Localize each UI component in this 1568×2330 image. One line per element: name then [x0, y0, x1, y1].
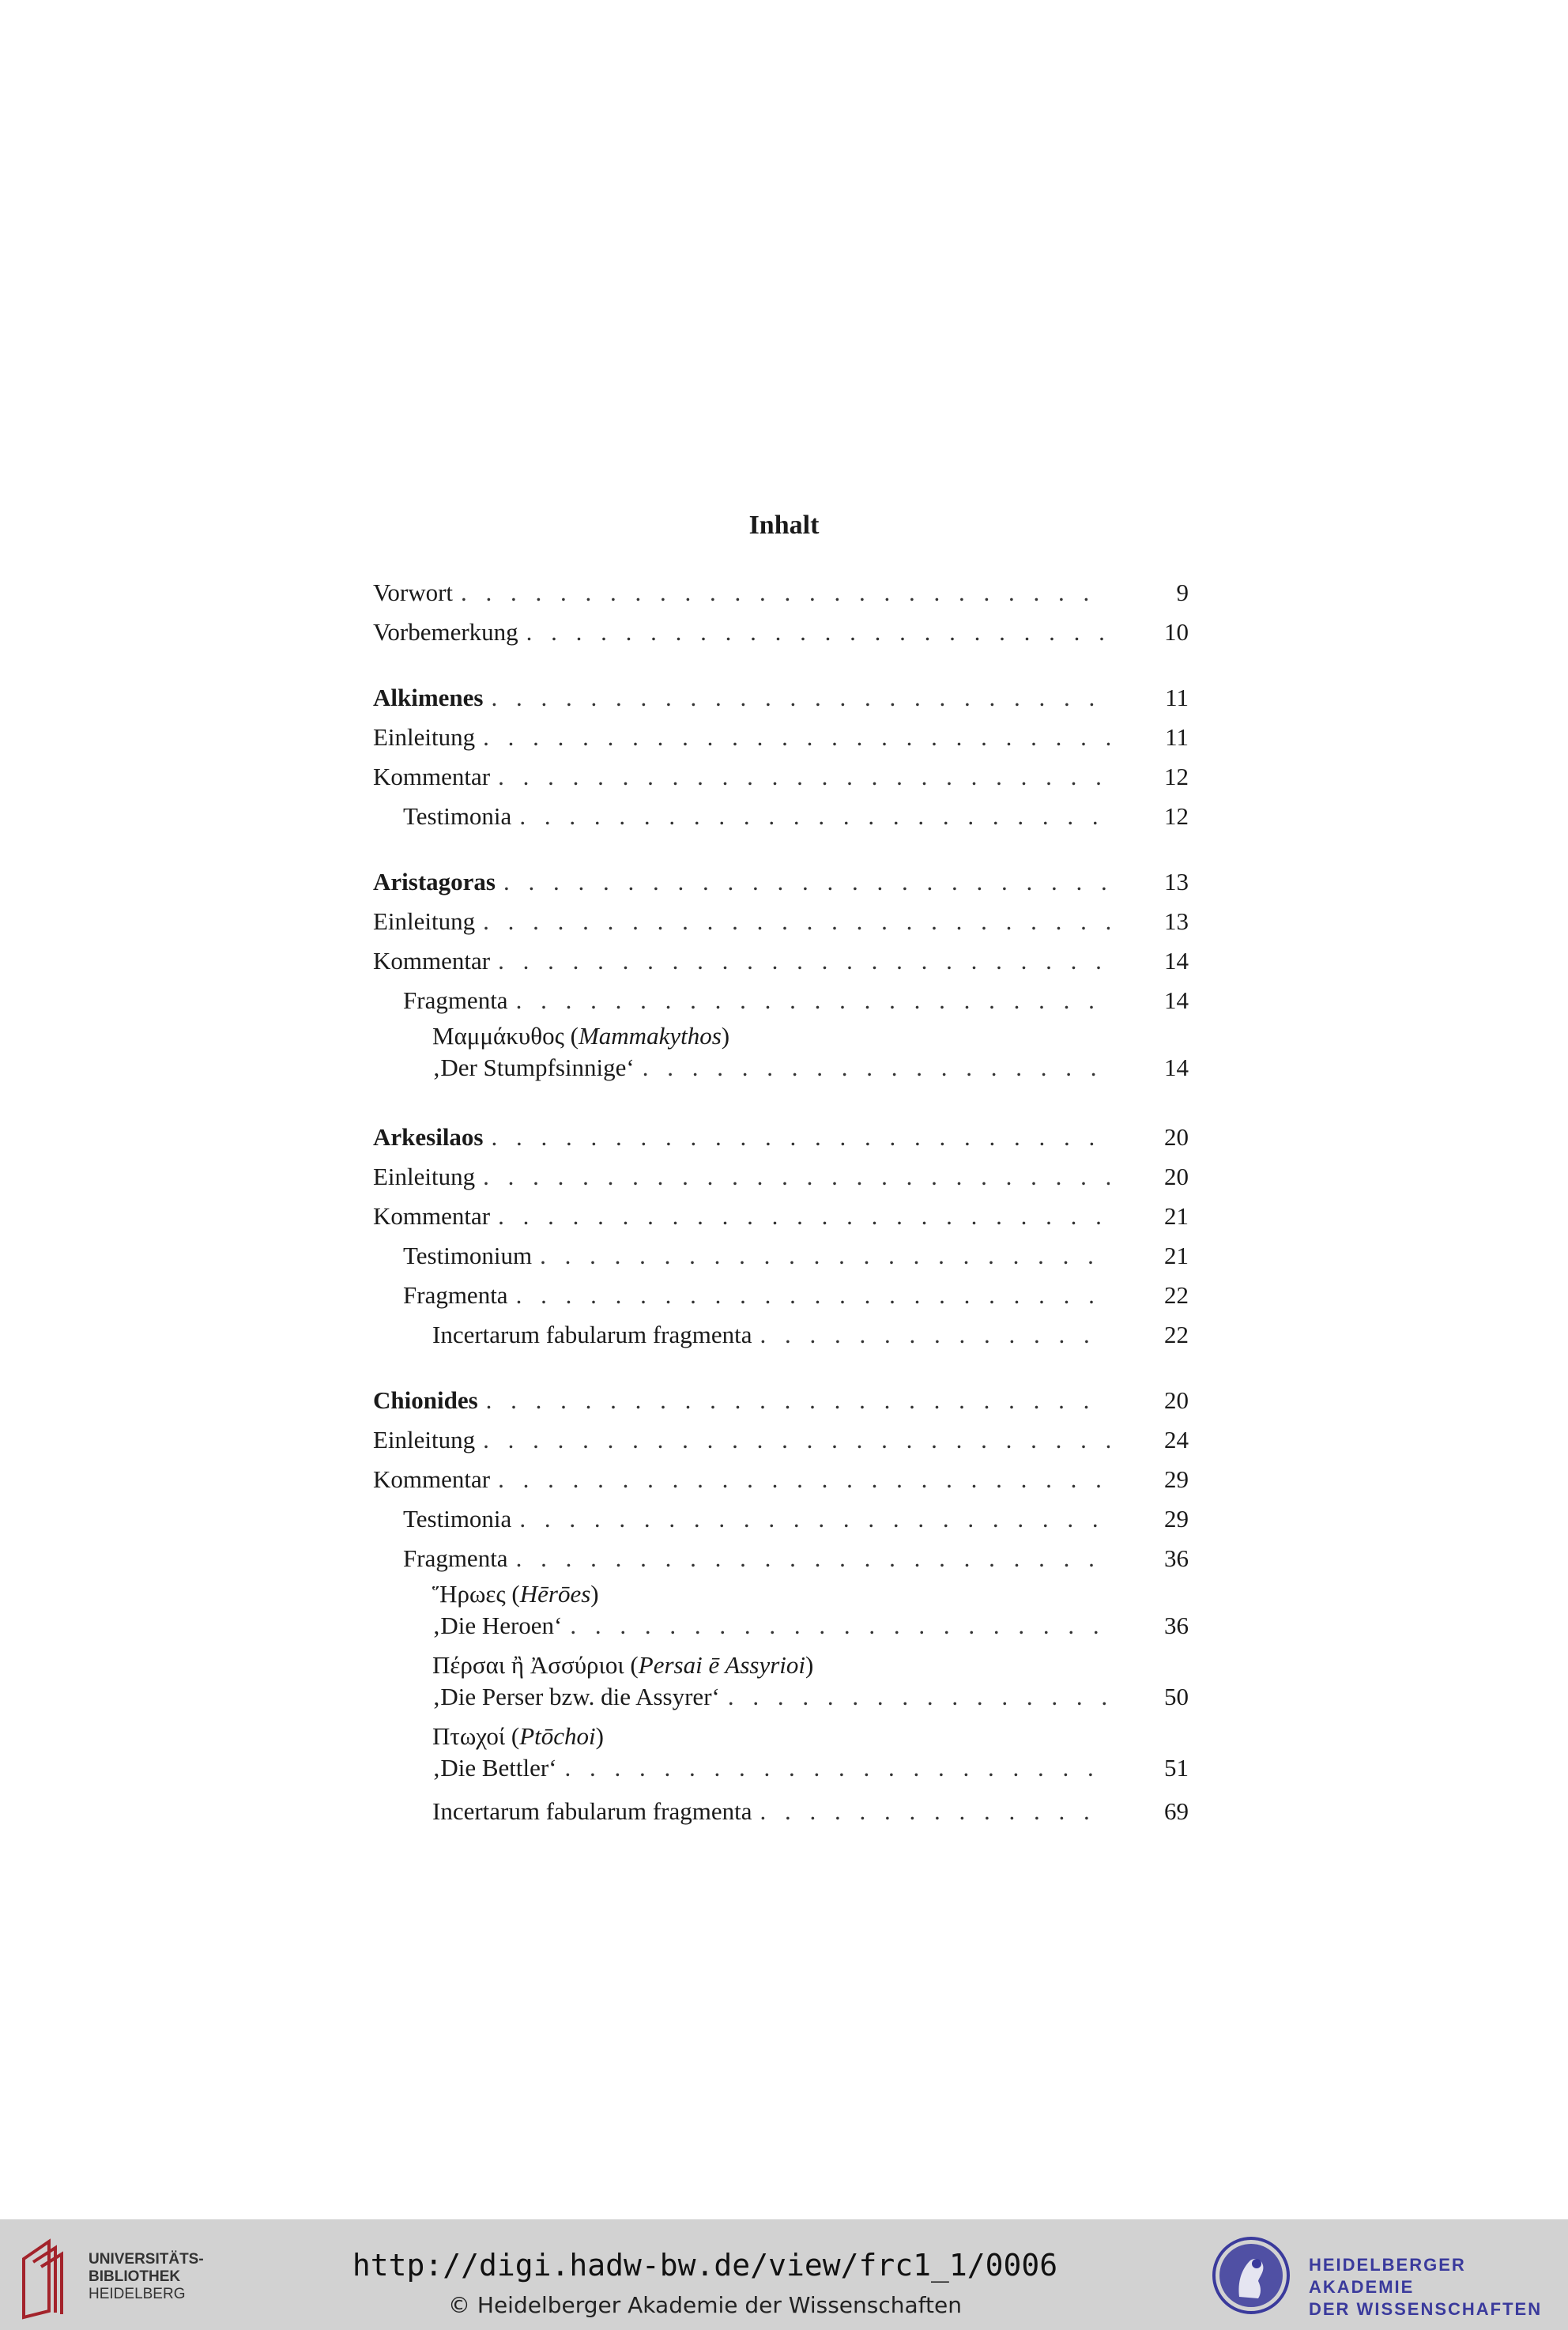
toc-page-number: 36: [1164, 1612, 1189, 1639]
toc-page-number: 21: [1164, 1202, 1189, 1230]
toc-entry-vorwort: [373, 573, 1189, 613]
toc-label: Πτωχοί (Ptōchoi): [432, 1722, 604, 1750]
toc-label: ‚Die Heroen‘: [432, 1612, 563, 1639]
toc-entry-chionides-fragmenta: [373, 1539, 1189, 1578]
toc-page-number: 20: [1164, 1386, 1189, 1414]
toc-label: Einleitung: [373, 1426, 476, 1453]
table-of-contents: [373, 573, 1189, 1831]
toc-label: Fragmenta: [403, 1281, 508, 1309]
toc-label: Kommentar: [373, 763, 491, 790]
permalink-url[interactable]: http://digi.hadw-bw.de/view/frc1_1/0006: [352, 2248, 1058, 2283]
toc-entry-chionides-incertarum: [373, 1792, 1189, 1831]
toc-page-number: 21: [1164, 1242, 1189, 1269]
toc-page-number: 14: [1164, 986, 1189, 1014]
toc-entry-ptochoi: [373, 1752, 1189, 1792]
toc-page-number: 11: [1165, 684, 1189, 711]
toc-entry-vorbemerkung: [373, 613, 1189, 652]
toc-page-number: 29: [1164, 1465, 1189, 1493]
toc-entry-chionides-testimonia: [373, 1499, 1189, 1539]
copyright-notice: © Heidelberger Akademie der Wissenschaften: [447, 2292, 962, 2318]
toc-page-number: 22: [1164, 1321, 1189, 1348]
toc-label: Arkesilaos: [373, 1123, 484, 1151]
academy-seal-icon[interactable]: [1211, 2235, 1291, 2316]
toc-entry-alkimenes: [373, 678, 1189, 718]
toc-label: Einleitung: [373, 723, 476, 751]
toc-label: Einleitung: [373, 1163, 476, 1190]
toc-entry-ptochoi-title: [373, 1721, 1189, 1752]
toc-label: Aristagoras: [373, 868, 496, 895]
toc-label: Μαμμάκυθος (Mammakythos): [432, 1022, 730, 1050]
toc-page-number: 11: [1165, 723, 1189, 751]
toc-label: Kommentar: [373, 1202, 491, 1230]
toc-page-number: 13: [1164, 868, 1189, 895]
toc-label: Ἥρωες (Hērōes): [432, 1580, 599, 1608]
toc-entry-chionides: [373, 1381, 1189, 1420]
toc-label: Testimonia: [403, 802, 512, 830]
toc-label: Πέρσαι ἢ Ἀσσύριοι (Persai ē Assyrioi): [432, 1651, 814, 1679]
toc-page-number: 20: [1164, 1123, 1189, 1151]
toc-page-number: 10: [1164, 618, 1189, 646]
toc-entry-persai: [373, 1681, 1189, 1721]
toc-entry-alkimenes-testimonia: [373, 797, 1189, 836]
toc-entry-chionides-einleitung: [373, 1420, 1189, 1460]
toc-page-number: 9: [1176, 579, 1189, 606]
toc-page-number: 36: [1164, 1544, 1189, 1572]
toc-entry-arkesilaos-kommentar: [373, 1197, 1189, 1236]
toc-page-number: 20: [1164, 1163, 1189, 1190]
toc-entry-aristagoras-fragmenta: [373, 981, 1189, 1020]
toc-label: Einleitung: [373, 907, 476, 935]
toc-label: Kommentar: [373, 947, 491, 975]
toc-entry-alkimenes-einleitung: [373, 718, 1189, 757]
toc-entry-heroes: [373, 1610, 1189, 1649]
toc-label: ‚Die Perser bzw. die Assyrer‘: [432, 1683, 720, 1710]
toc-entry-heroes-title: [373, 1578, 1189, 1610]
toc-label: Testimonia: [403, 1505, 512, 1533]
toc-label: Vorbemerkung: [373, 618, 518, 646]
toc-label: Kommentar: [373, 1465, 491, 1493]
toc-label: Vorwort: [373, 579, 454, 606]
toc-entry-persai-title: [373, 1649, 1189, 1681]
toc-label: Chionides: [373, 1386, 478, 1414]
toc-entry-arkesilaos: [373, 1118, 1189, 1157]
toc-entry-aristagoras-einleitung: [373, 902, 1189, 941]
viewer-footer: [0, 2219, 1568, 2330]
toc-page-number: 14: [1164, 947, 1189, 975]
toc-page-number: 24: [1164, 1426, 1189, 1453]
toc-label: Incertarum fabularum fragmenta: [432, 1321, 752, 1348]
toc-label: ‚Der Stumpfsinnige‘: [432, 1054, 635, 1081]
toc-page-number: 50: [1164, 1683, 1189, 1710]
page-title: Inhalt: [748, 511, 820, 540]
toc-entry-mammakythos-title: [373, 1020, 1189, 1052]
toc-label: Fragmenta: [403, 1544, 508, 1572]
toc-entry-alkimenes-kommentar: [373, 757, 1189, 797]
toc-page-number: 13: [1164, 907, 1189, 935]
toc-label: ‚Die Bettler‘: [432, 1754, 557, 1781]
toc-page-number: 29: [1164, 1505, 1189, 1533]
toc-entry-mammakythos: [373, 1052, 1189, 1091]
toc-entry-arkesilaos-incertarum: [373, 1315, 1189, 1355]
toc-label: Fragmenta: [403, 986, 508, 1014]
toc-page-number: 12: [1164, 763, 1189, 790]
toc-page-number: 51: [1164, 1754, 1189, 1781]
toc-entry-arkesilaos-fragmenta: [373, 1276, 1189, 1315]
toc-label: Incertarum fabularum fragmenta: [432, 1797, 752, 1825]
toc-label: Alkimenes: [373, 684, 484, 711]
toc-page-number: 22: [1164, 1281, 1189, 1309]
toc-entry-chionides-kommentar: [373, 1460, 1189, 1499]
toc-page-number: 69: [1164, 1797, 1189, 1825]
toc-entry-aristagoras-kommentar: [373, 941, 1189, 981]
toc-page-number: 14: [1164, 1054, 1189, 1081]
toc-entry-aristagoras: [373, 862, 1189, 902]
toc-label: Testimonium: [403, 1242, 533, 1269]
toc-entry-arkesilaos-einleitung: [373, 1157, 1189, 1197]
toc-page-number: 12: [1164, 802, 1189, 830]
university-library-name[interactable]: UNIVERSITÄTS- BIBLIOTHEK HEIDELBERG: [89, 2251, 204, 2302]
academy-name[interactable]: HEIDELBERGER AKADEMIE DER WISSENSCHAFTEN: [1309, 2255, 1543, 2319]
toc-entry-arkesilaos-testimonium: [373, 1236, 1189, 1276]
